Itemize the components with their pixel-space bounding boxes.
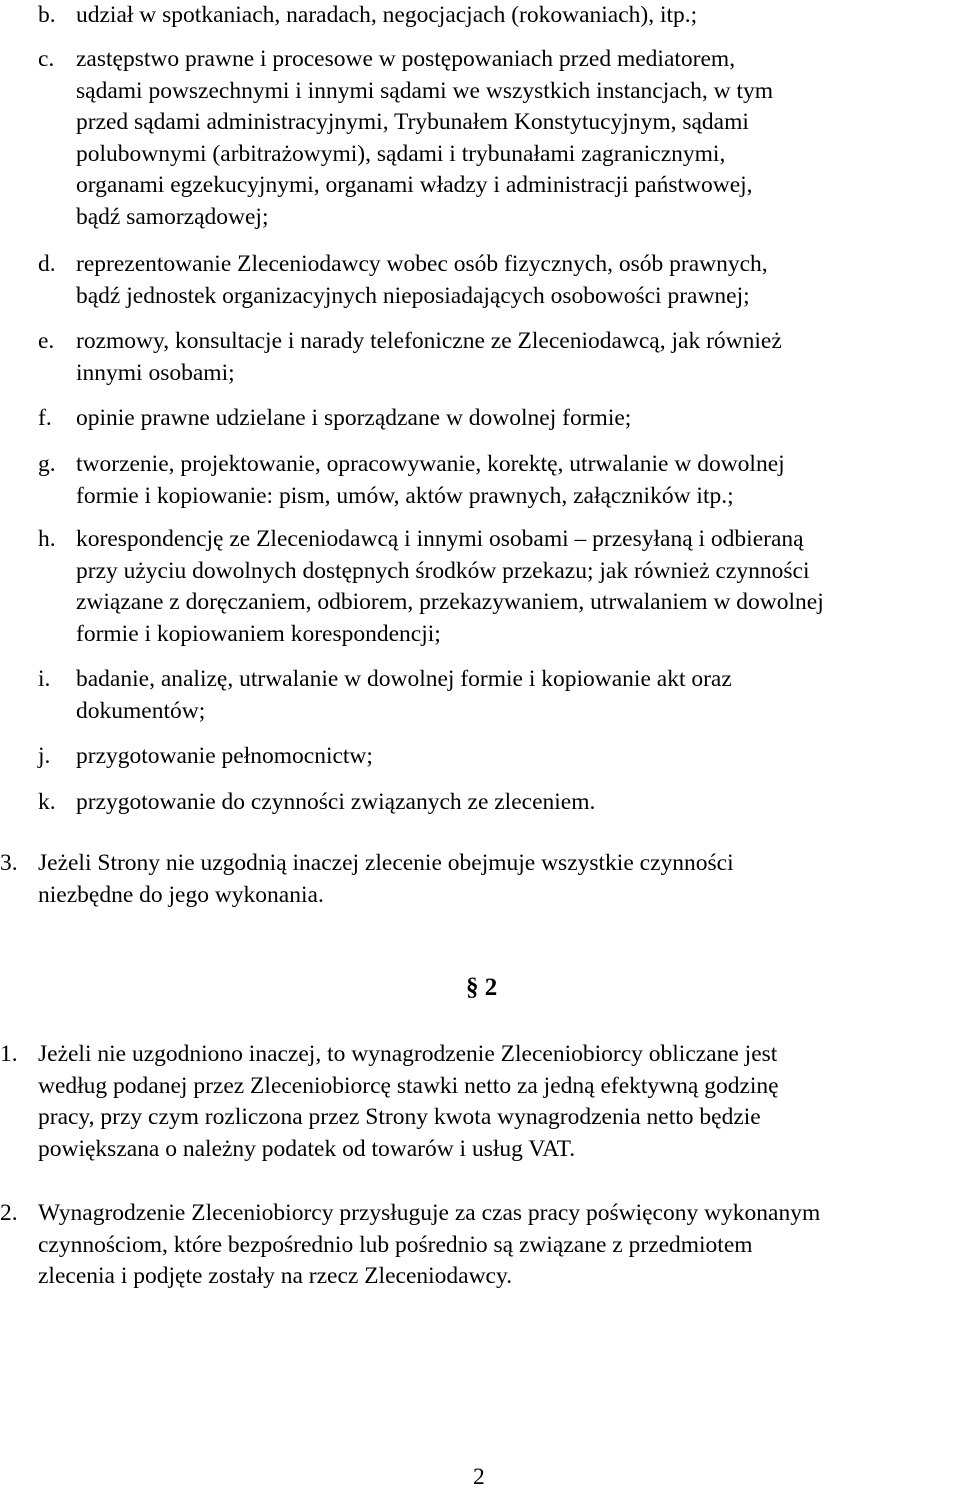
point-line: niezbędne do jego wykonania. <box>38 881 324 908</box>
list-marker: j. <box>38 743 51 769</box>
list-item-line: formie i kopiowanie: pism, umów, aktów prawnych, załączników itp.; <box>76 482 734 509</box>
list-marker: d. <box>38 251 56 277</box>
point-line: Wynagrodzenie Zleceniobiorcy przysługuje za czas pracy poświęcony wykonanym <box>38 1200 821 1226</box>
list-item-line: innymi osobami; <box>76 359 235 386</box>
list-marker: f. <box>38 405 52 431</box>
list-item-line: korespondencję ze Zleceniodawcą i innymi osobami – przesyłaną i odbieraną <box>76 526 804 552</box>
list-item-line: bądź jednostek organizacyjnych nieposiadających osobowości prawnej; <box>76 282 750 309</box>
list-item-line: dokumentów; <box>76 697 206 724</box>
list-item-line: zastępstwo prawne i procesowe w postępowaniach przed mediatorem, <box>76 46 736 72</box>
list-item-line: tworzenie, projektowanie, opracowywanie, korektę, utrwalanie w dowolnej <box>76 451 785 477</box>
list-item-line: przygotowanie pełnomocnictw; <box>76 743 373 769</box>
list-marker: c. <box>38 46 55 72</box>
list-item-line: przed sądami administracyjnymi, Trybunałem Konstytucyjnym, sądami <box>76 109 749 135</box>
point-marker: 2. <box>0 1200 18 1226</box>
point-line: według podanej przez Zleceniobiorcę stawki netto za jedną efektywną godzinę <box>38 1072 779 1099</box>
list-item-line: opinie prawne udzielane i sporządzane w dowolnej formie; <box>76 405 632 431</box>
list-item-line: formie i kopiowaniem korespondencji; <box>76 620 441 647</box>
point-line: pracy, przy czym rozliczona przez Strony kwota wynagrodzenia netto będzie <box>38 1104 761 1130</box>
list-item-line: przygotowanie do czynności związanych ze zleceniem. <box>76 789 596 815</box>
point-marker: 3. <box>0 850 18 876</box>
point-line: czynnościom, które bezpośrednio lub pośrednio są związane z przedmiotem <box>38 1231 753 1258</box>
point-line: zlecenia i podjęte zostały na rzecz Zleceniodawcy. <box>38 1263 513 1289</box>
list-marker: i. <box>38 666 51 692</box>
list-marker: h. <box>38 526 56 552</box>
point-marker: 1. <box>0 1041 18 1067</box>
list-item-line: reprezentowanie Zleceniodawcy wobec osób fizycznych, osób prawnych, <box>76 251 768 277</box>
point-line: powiększana o należny podatek od towarów i usług VAT. <box>38 1135 576 1162</box>
list-marker: e. <box>38 328 55 354</box>
list-item-line: związane z doręczaniem, odbiorem, przekazywaniem, utrwalaniem w dowolnej <box>76 589 824 615</box>
list-item-line: polubownymi (arbitrażowymi), sądami i trybunałami zagranicznymi, <box>76 140 726 167</box>
list-item-line: badanie, analizę, utrwalanie w dowolnej formie i kopiowanie akt oraz <box>76 666 732 692</box>
page-number: 2 <box>473 1464 485 1490</box>
list-item-line: udział w spotkaniach, naradach, negocjacjach (rokowaniach), itp.; <box>76 2 698 28</box>
list-item-line: rozmowy, konsultacje i narady telefoniczne ze Zleceniodawcą, jak również <box>76 328 782 354</box>
section-title: § 2 <box>466 974 498 1001</box>
list-item-line: organami egzekucyjnymi, organami władzy i administracji państwowej, <box>76 172 753 198</box>
list-marker: k. <box>38 789 56 815</box>
list-item-line: bądź samorządowej; <box>76 203 269 230</box>
list-item-line: przy użyciu dowolnych dostępnych środków przekazu; jak również czynności <box>76 557 810 584</box>
point-line: Jeżeli nie uzgodniono inaczej, to wynagrodzenie Zleceniobiorcy obliczane jest <box>38 1041 778 1067</box>
list-item-line: sądami powszechnymi i innymi sądami we wszystkich instancjach, w tym <box>76 77 774 104</box>
list-marker: g. <box>38 451 56 477</box>
point-line: Jeżeli Strony nie uzgodnią inaczej zlecenie obejmuje wszystkie czynności <box>38 850 734 876</box>
list-marker: b. <box>38 2 56 28</box>
